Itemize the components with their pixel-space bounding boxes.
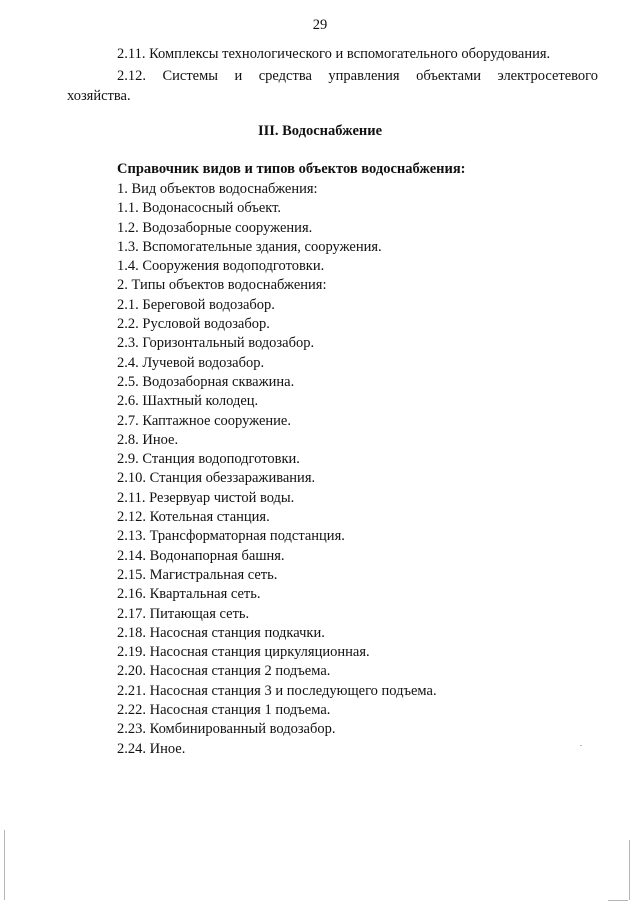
scan-edge-mark-left: [4, 830, 5, 900]
section-heading: III. Водоснабжение: [257, 123, 383, 139]
scan-speck: [580, 745, 582, 746]
list-item: 2.21. Насосная станция 3 и последующего подъема.: [117, 682, 437, 699]
list-item: 2.24. Иное.: [117, 740, 186, 757]
list-item: 2.11. Резервуар чистой воды.: [117, 489, 295, 506]
list-item: 2.10. Станция обеззараживания.: [117, 470, 316, 487]
list-item: 2.14. Водонапорная башня.: [117, 547, 285, 564]
list-item: 2.16. Квартальная сеть.: [117, 586, 261, 603]
list-item: 2.3. Горизонтальный водозабор.: [117, 335, 315, 352]
page-number: 29: [312, 17, 328, 33]
list-item: 2.6. Шахтный колодец.: [117, 393, 259, 410]
list-item: 2.13. Трансформаторная подстанция.: [117, 528, 345, 545]
scan-edge-mark-right: [629, 840, 630, 900]
list-item: 2.4. Лучевой водозабор.: [117, 354, 265, 371]
list-item: 2.20. Насосная станция 2 подъема.: [117, 663, 331, 680]
list-item: 1.2. Водозаборные сооружения.: [117, 219, 313, 236]
list-item: 1.1. Водонасосный объект.: [117, 200, 281, 217]
list-item: 2.22. Насосная станция 1 подъема.: [117, 702, 331, 719]
list-item: 2.9. Станция водоподготовки.: [117, 451, 300, 468]
list-item: 2.23. Комбинированный водозабор.: [117, 721, 336, 738]
list-item: 2.7. Каптажное сооружение.: [117, 412, 291, 429]
directory-title: Справочник видов и типов объектов водоснабжения:: [117, 161, 466, 177]
list-item: 2.1. Береговой водозабор.: [117, 296, 275, 313]
list-item: 2.18. Насосная станция подкачки.: [117, 624, 325, 641]
list-item: 2.17. Питающая сеть.: [117, 605, 250, 622]
list-item: 1.4. Сооружения водоподготовки.: [117, 258, 325, 275]
list-item: 2.5. Водозаборная скважина.: [117, 373, 295, 390]
list-item: 1.3. Вспомогательные здания, сооружения.: [117, 238, 382, 255]
paragraph-2-12-line2: хозяйства.: [67, 88, 131, 104]
list-item: 2.19. Насосная станция циркуляционная.: [117, 644, 370, 661]
list-item: 2.12. Котельная станция.: [117, 509, 270, 526]
directory-list: [117, 180, 437, 759]
list-item: 2. Типы объектов водоснабжения:: [117, 277, 327, 294]
paragraph-2-12-line1: 2.12. Системы и средства управления объектами электросетевого: [117, 68, 598, 84]
list-item: 2.2. Русловой водозабор.: [117, 316, 270, 333]
list-item: 2.8. Иное.: [117, 431, 179, 448]
paragraph-2-11: 2.11. Комплексы технологического и вспомогательного оборудования.: [117, 46, 551, 62]
list-item: 1. Вид объектов водоснабжения:: [117, 181, 318, 197]
scan-bottom-mark: [608, 900, 628, 901]
list-item: 2.15. Магистральная сеть.: [117, 566, 278, 583]
